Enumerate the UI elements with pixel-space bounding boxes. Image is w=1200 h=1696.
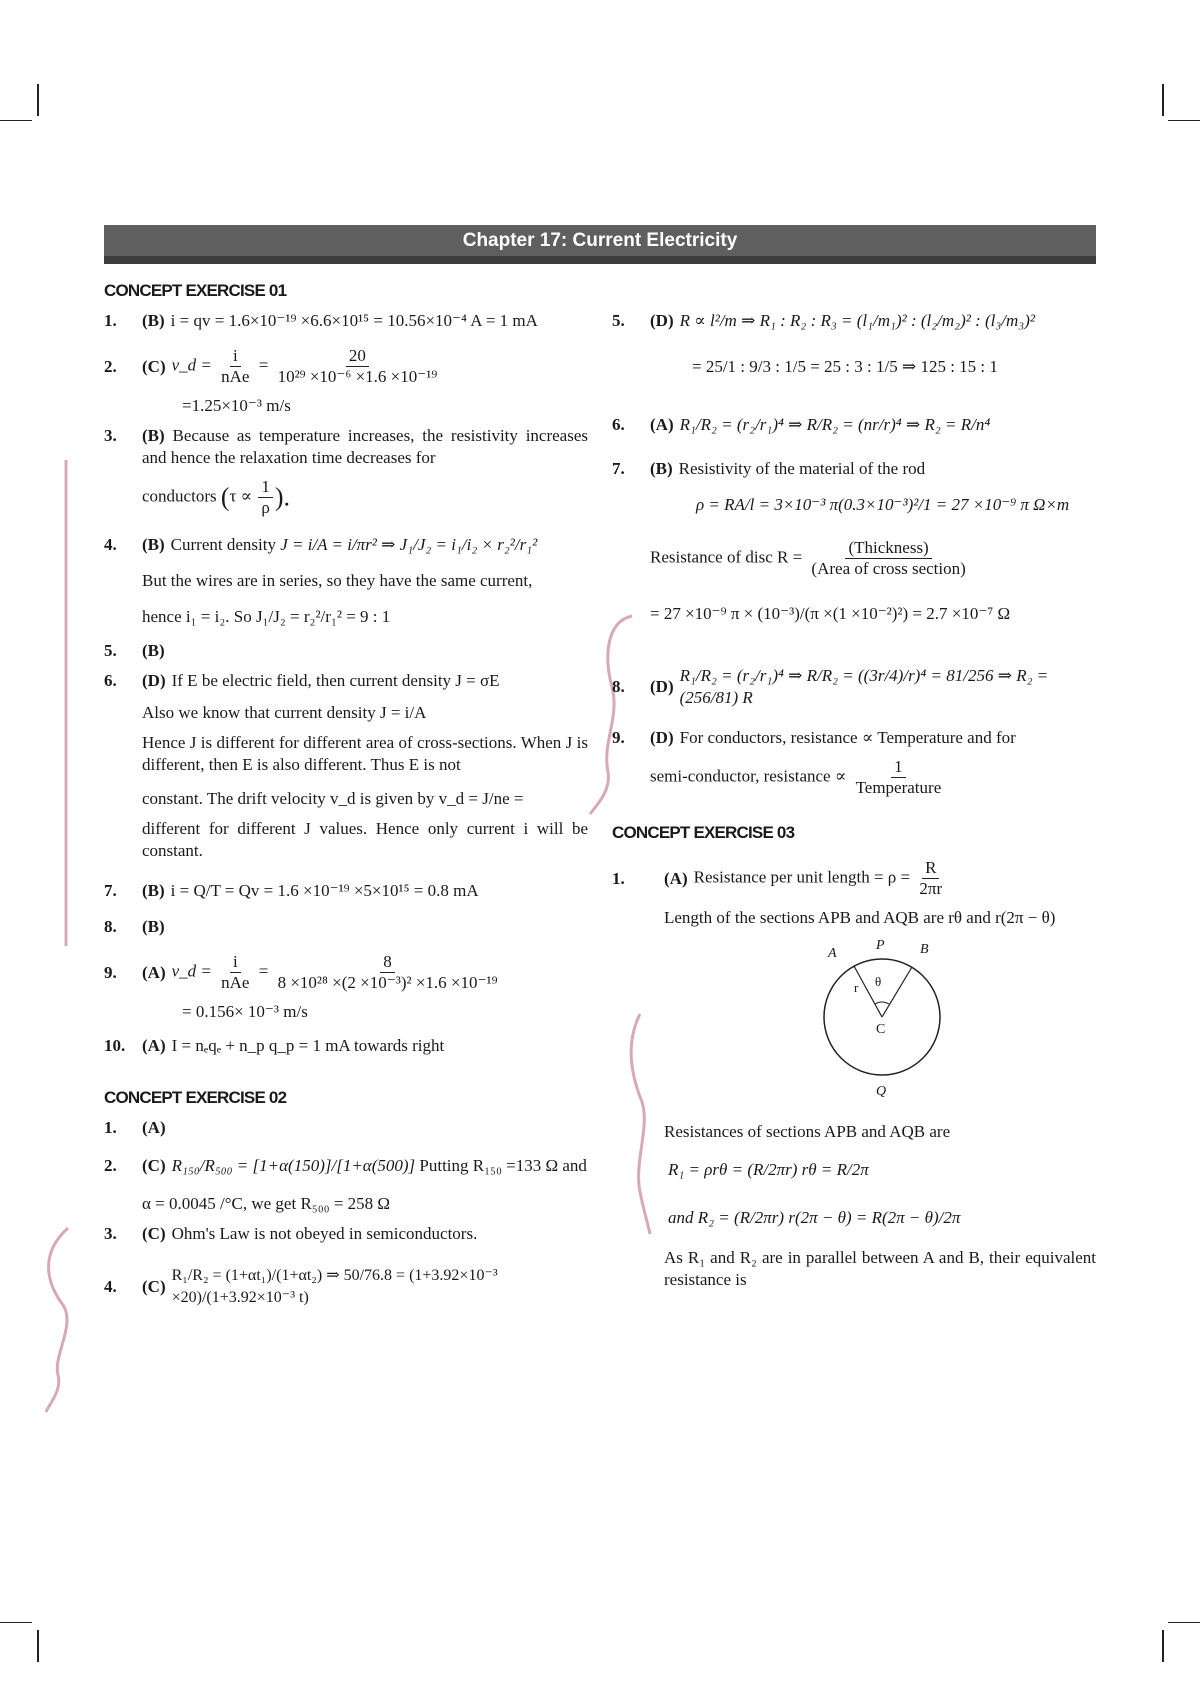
chapter-header-bar — [104, 225, 1096, 264]
answer-option: (B) — [142, 535, 165, 554]
question-number: 7. — [612, 459, 625, 478]
answer-item — [104, 425, 588, 469]
label-q: Q — [876, 1084, 887, 1099]
pen-mark-left-vertical — [60, 458, 72, 948]
answer-item — [612, 665, 1096, 709]
answer-item — [104, 534, 588, 556]
result-line: = 0.156× 10⁻³ m/s — [182, 1002, 308, 1021]
equation: R₁/R₂ = (r₂/r₁)⁴ ⇒ R/R₂ = ((3r/4)/r)⁴ = 81/256 ⇒ R₂ = (256/81) R — [679, 666, 1049, 707]
fraction — [853, 757, 945, 798]
section-heading: CONCEPT EXERCISE 02 — [104, 1088, 287, 1107]
question-number: 2. — [104, 356, 117, 376]
answer-text: Resistivity of the material of the rod — [678, 459, 926, 478]
question-number: 4. — [104, 1277, 117, 1296]
denominator: 8 ×10²⁸ ×(2 ×10⁻³)² ×1.6 ×10⁻¹⁹ — [277, 973, 498, 992]
denominator: ρ — [261, 498, 270, 517]
answer-item — [612, 858, 1096, 899]
answer-text: i = Q/T = Qv = 1.6 ×10⁻¹⁹ ×5×10¹⁵ = 0.8 mA — [170, 881, 479, 900]
equation-lhs: v_d = — [171, 355, 212, 375]
answer-text: Putting R₁₅₀ =133 Ω and — [419, 1156, 587, 1175]
equation: R₁ = ρrθ = (R/2πr) rθ = R/2π — [668, 1160, 869, 1179]
answer-continuation: But the wires are in series, so they have the same current, — [142, 571, 533, 590]
answer-option: (D) — [650, 311, 674, 330]
answer-text: I = nₑqₑ + n_p q_p = 1 mA towards right — [171, 1036, 445, 1055]
answer-text: Because as temperature increases, the resistivity increases and hence the relaxation time decreases for — [142, 426, 588, 467]
crop-mark-bottom-right-h — [1168, 1622, 1200, 1623]
answer-continuation: Also we know that current density J = i/A — [142, 703, 427, 722]
question-number: 6. — [104, 671, 117, 690]
answer-text: Ohm's Law is not obeyed in semiconductors. — [171, 1224, 478, 1243]
denominator: (Area of cross section) — [811, 559, 966, 578]
crop-mark-top-left-v — [37, 84, 39, 116]
answer-option: (B) — [142, 426, 165, 445]
answer-item — [104, 880, 588, 902]
question-number: 10. — [104, 1036, 126, 1055]
pen-mark-left-squiggle — [28, 1225, 78, 1415]
fraction — [916, 858, 945, 899]
equation-lhs: v_d = — [171, 961, 212, 981]
section-heading: CONCEPT EXERCISE 03 — [612, 823, 795, 842]
equation: and R₂ = (R/2πr) r(2π − θ) = R(2π − θ)/2π — [668, 1208, 961, 1227]
answer-continuation: Hence J is different for different area of cross-sections. When J is different, then E is also different. Thus E is not — [142, 733, 588, 774]
disc-label: Resistance of disc R = — [650, 547, 803, 567]
circle-diagram — [812, 937, 952, 1107]
denominator: nAe — [221, 973, 250, 992]
question-number: 1. — [104, 1118, 117, 1137]
label-c: C — [876, 1022, 886, 1037]
crop-mark-bottom-left-v — [37, 1630, 39, 1662]
answer-option: (B) — [650, 459, 673, 478]
numerator: 8 — [380, 952, 395, 973]
header-strip — [104, 256, 1096, 264]
paren-close: ). — [274, 482, 291, 512]
fraction — [218, 952, 252, 993]
answer-item — [104, 1117, 588, 1139]
answer-continuation: different for different J values. Hence only current i will be constant. — [142, 819, 588, 860]
numerator: i — [230, 346, 241, 367]
answer-option: (A) — [142, 1118, 166, 1137]
equation: R₁/R₂ = (r₂/r₁)⁴ ⇒ R/R₂ = (nr/r)⁴ ⇒ R₂ = R/n⁴ — [679, 415, 991, 434]
crop-mark-top-left-h — [0, 120, 32, 121]
question-number: 2. — [104, 1156, 117, 1175]
answer-item — [104, 640, 588, 662]
answer-option: (B) — [142, 917, 165, 936]
question-number: 3. — [104, 426, 117, 445]
numerator: 1 — [258, 477, 273, 498]
answer-item — [104, 1265, 588, 1309]
question-number: 8. — [612, 677, 625, 696]
answer-item: 2. (C) v_d = i nAe = $\frac{20}{\text{10²⁹ ×10⁻⁶ ×1.6 ×10⁻¹⁹}}$ — [104, 346, 588, 387]
label-a: A — [828, 946, 837, 961]
answer-option: (B) — [142, 311, 165, 330]
denominator: 10²⁹ ×10⁻⁶ ×1.6 ×10⁻¹⁹ — [277, 367, 438, 386]
answer-text: Current density — [170, 535, 276, 554]
fraction — [218, 346, 252, 387]
question-number: 4. — [104, 535, 117, 554]
answer-item — [104, 1223, 588, 1245]
label-p: P — [876, 938, 885, 953]
answer-option: (D) — [650, 677, 674, 696]
denominator: nAe — [221, 367, 250, 386]
question-number: 3. — [104, 1224, 117, 1243]
section-heading: CONCEPT EXERCISE 01 — [104, 281, 287, 300]
question-number: 1. — [104, 311, 117, 330]
answer-continuation: = 25/1 : 9/3 : 1/5 = 25 : 3 : 1/5 ⇒ 125 : 15 : 1 — [692, 357, 998, 376]
answer-item — [612, 458, 1096, 480]
chapter-title: Chapter 17: Current Electricity — [462, 230, 738, 251]
answer-item: 9. (A) v_d = i nAe = $\frac{8}{\text{8 ×10²⁸ ×(2 ×10⁻³)² ×1.6 ×10⁻¹⁹}}$ — [104, 952, 588, 993]
answer-option: (D) — [650, 728, 674, 747]
result-line: =1.25×10⁻³ m/s — [182, 396, 291, 415]
fraction — [808, 538, 968, 579]
fraction — [258, 477, 273, 518]
question-number: 1. — [612, 868, 625, 888]
equation: ρ = RA/l = 3×10⁻³ π(0.3×10⁻³)²/1 = 27 ×10⁻⁹ π Ω×m — [696, 495, 1070, 514]
answer-item — [104, 1035, 588, 1057]
answer-option: (C) — [142, 1156, 166, 1175]
answer-continuation: As R₁ and R₂ are in parallel between A and B, their equivalent resistance is — [664, 1248, 1096, 1289]
answer-item — [612, 414, 1096, 436]
answer-continuation: hence i₁ = i₂. So J₁/J₂ = r₂²/r₁² = 9 : 1 — [142, 607, 391, 626]
paren-open: ( — [220, 482, 230, 512]
equation: = 27 ×10⁻⁹ π × (10⁻³)/(π ×(1 ×10⁻²)²) = 2.7 ×10⁻⁷ Ω — [650, 604, 1011, 623]
label-r: r — [854, 980, 859, 995]
answer-option: (D) — [142, 671, 166, 690]
answer-option: (C) — [142, 1277, 166, 1296]
answer-option: (A) — [142, 962, 166, 982]
numerator: 20 — [346, 346, 369, 367]
question-number: 9. — [612, 728, 625, 747]
numerator: R — [922, 858, 939, 879]
answer-item — [612, 727, 1096, 749]
answer-option: (A) — [650, 415, 674, 434]
crop-mark-top-right-h — [1168, 120, 1200, 121]
answer-text: For conductors, resistance ∝ Temperature and for — [679, 728, 1016, 747]
answer-continuation: Length of the sections APB and AQB are rθ and r(2π − θ) — [664, 908, 1056, 927]
denominator: Temperature — [855, 778, 942, 797]
question-number: 5. — [104, 641, 117, 660]
answer-option: (C) — [142, 1224, 166, 1243]
numerator: i — [230, 952, 241, 973]
crop-mark-bottom-right-v — [1162, 1630, 1164, 1662]
question-number: 6. — [612, 415, 625, 434]
answer-continuation: constant. The drift velocity v_d is given by v_d = J/ne = — [142, 789, 524, 808]
answer-item — [612, 310, 1096, 332]
crop-mark-top-right-v — [1162, 84, 1164, 116]
answer-continuation: α = 0.0045 /°C, we get R₅₀₀ = 258 Ω — [142, 1194, 391, 1213]
answer-text: i = qv = 1.6×10⁻¹⁹ ×6.6×10¹⁵ = 10.56×10⁻⁴ A = 1 mA — [170, 311, 538, 330]
answer-item — [104, 1155, 588, 1177]
crop-mark-bottom-left-h — [0, 1622, 32, 1623]
answer-continuation — [650, 757, 1096, 798]
answer-text: Resistance per unit length = ρ = — [693, 867, 911, 887]
left-column — [104, 280, 588, 1317]
fraction — [275, 346, 441, 387]
question-number: 5. — [612, 311, 625, 330]
text-conductors: conductors — [142, 486, 217, 506]
answer-item — [104, 670, 588, 692]
label-theta: θ — [875, 974, 882, 989]
equation: J = i/A = i/πr² ⇒ J₁/J₂ = i₁/i₂ × r₂²/r₁² — [280, 535, 538, 554]
equation: R₁/R₂ = (1+αt₁)/(1+αt₂) ⇒ 50/76.8 = (1+3.92×10⁻³ ×20)/(1+3.92×10⁻³ t) — [171, 1267, 498, 1306]
proportional: τ ∝ — [229, 486, 253, 506]
text-semiconductor: semi-conductor, resistance ∝ — [650, 766, 847, 786]
answer-continuation — [142, 477, 588, 518]
answer-option: (B) — [142, 881, 165, 900]
question-number: 8. — [104, 917, 117, 936]
answer-text: If E be electric field, then current density J = σE — [171, 671, 500, 690]
answer-option: (A) — [664, 868, 688, 888]
question-number: 7. — [104, 881, 117, 900]
answer-continuation: Resistances of sections APB and AQB are — [664, 1122, 951, 1141]
right-column — [612, 296, 1096, 1299]
question-number: 9. — [104, 962, 117, 982]
answer-item — [104, 310, 588, 332]
answer-option: (A) — [142, 1036, 166, 1055]
answer-option: (C) — [142, 356, 166, 376]
equation: R₁₅₀/R₅₀₀ = [1+α(150)]/[1+α(500)] — [171, 1156, 416, 1175]
numerator: 1 — [891, 757, 906, 778]
equation: R ∝ l²/m ⇒ R₁ : R₂ : R₃ = (l₁/m₁)² : (l₂/m₂)² : (l₃/m₃)² — [679, 311, 1035, 330]
fraction — [275, 952, 501, 993]
denominator: 2πr — [919, 879, 943, 898]
answer-item — [104, 916, 588, 938]
label-b: B — [920, 942, 929, 957]
numerator: (Thickness) — [845, 538, 931, 559]
answer-option: (B) — [142, 641, 165, 660]
answer-continuation — [650, 538, 1096, 579]
